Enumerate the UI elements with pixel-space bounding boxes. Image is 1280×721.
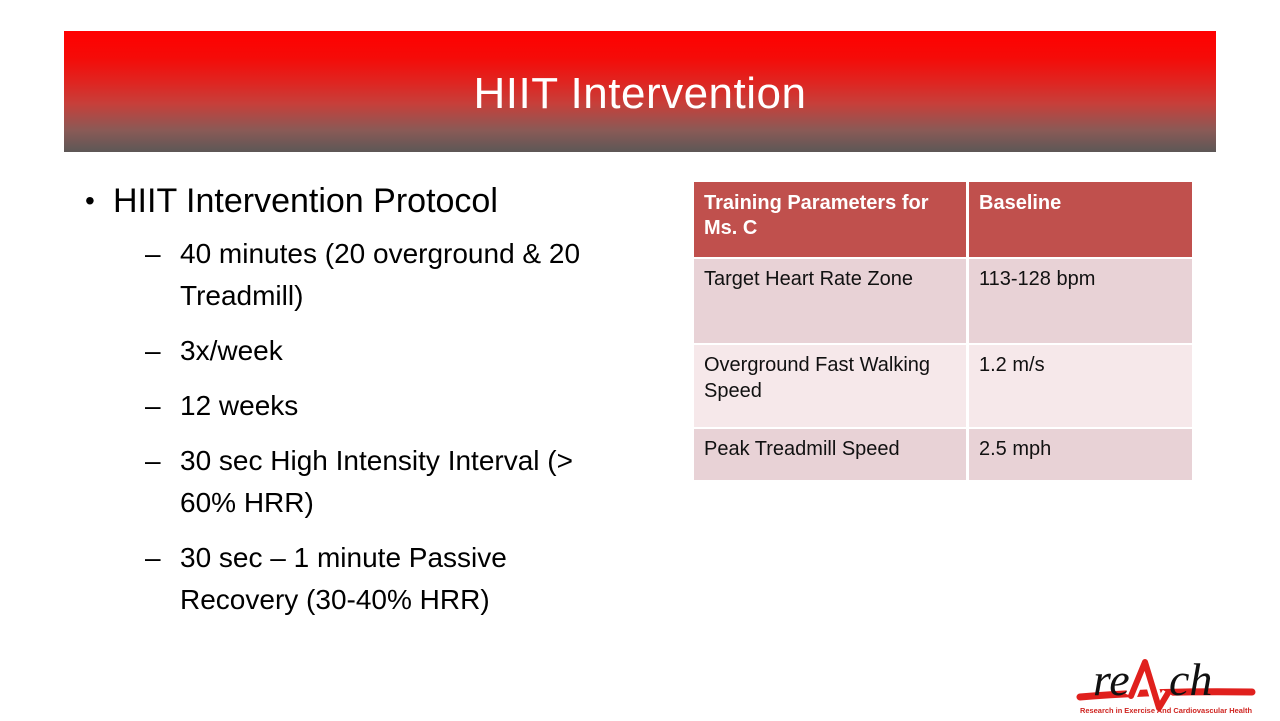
training-parameters-table xyxy=(694,182,1192,480)
sub-bullet-text: 3x/week xyxy=(180,335,283,366)
table-row-cell: Target Heart Rate Zone xyxy=(694,259,966,343)
sub-bullet-list xyxy=(145,233,616,621)
title-banner xyxy=(64,31,1216,152)
table-row-cell: 2.5 mph xyxy=(969,429,1192,480)
logo-word-end: ch xyxy=(1169,654,1213,705)
sub-bullet-text: 30 sec High Intensity Interval (> 60% HRR) xyxy=(180,445,573,518)
logo-tagline: Research in Exercise And Cardiovascular Health xyxy=(1080,706,1253,715)
bullet-main-text: HIIT Intervention Protocol xyxy=(113,182,498,220)
list-item xyxy=(145,537,616,621)
dash-marker: – xyxy=(145,542,161,573)
table-header-parameters: Training Parameters for Ms. C xyxy=(694,182,966,257)
logo-word-start: re xyxy=(1093,654,1130,705)
bullet-main xyxy=(85,179,498,223)
list-item xyxy=(145,330,616,372)
bullet-dot-marker: • xyxy=(85,185,95,216)
table-header-baseline: Baseline xyxy=(969,182,1192,257)
dash-marker: – xyxy=(145,238,161,269)
list-item xyxy=(145,233,616,317)
dash-marker: – xyxy=(145,335,161,366)
list-item xyxy=(145,385,616,427)
slide-title: HIIT Intervention xyxy=(473,68,807,118)
reach-logo-graphic xyxy=(1075,650,1257,716)
table-row-cell: Peak Treadmill Speed xyxy=(694,429,966,480)
reach-logo xyxy=(1075,650,1257,716)
table-row-cell: 113-128 bpm xyxy=(969,259,1192,343)
sub-bullet-text: 12 weeks xyxy=(180,390,299,421)
dash-marker: – xyxy=(145,445,161,476)
sub-bullet-text: 30 sec – 1 minute Passive Recovery (30-40% HRR) xyxy=(180,542,507,615)
sub-bullet-text: 40 minutes (20 overground & 20 Treadmill) xyxy=(180,238,581,311)
list-item xyxy=(145,440,616,524)
dash-marker: – xyxy=(145,390,161,421)
table-row-cell: Overground Fast Walking Speed xyxy=(694,345,966,427)
table-row-cell: 1.2 m/s xyxy=(969,345,1192,427)
